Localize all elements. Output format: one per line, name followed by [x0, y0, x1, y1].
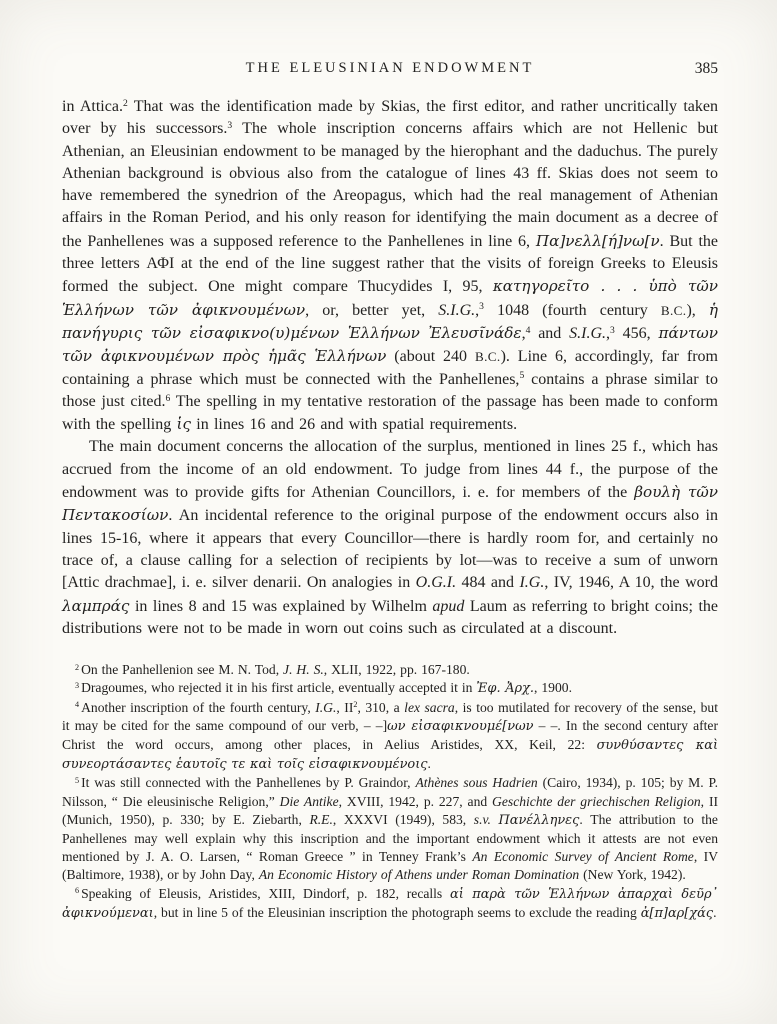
page-content	[62, 60, 718, 923]
text-run: On the Panhellenion see M. N. Tod,	[81, 662, 284, 678]
text-run: The whole inscription concerns affairs which are not Hellenic but Athenian, an Eleusinian endowment to be managed by the hierophant and the daduchus. The purely Athenian background is obvious also from the catalogue of lines 43 ff. Skias does not seem to have remembered the synedrion of the Areopagus, which had the real management of Athenian affairs in the Roman Period, and his only reason for identifying the main document as a decree of the Panhellenes was a supposed reference to the Panhellenes in line 6,	[62, 120, 719, 250]
italic-text: Athènes sous Hadrien	[415, 775, 538, 791]
text-run: Another inscription of the fourth century,	[81, 699, 316, 715]
text-run: . But the three letters ΑΦΙ at the end of the line suggest rather that the visits of foreign Greeks to Eleusis formed the subject. One might compare Thucydides I, 95,	[62, 232, 718, 296]
greek-text: πάντων τῶν ἀφικνουμένων πρὸς ἡμᾶς Ἑλλήνων	[62, 323, 718, 366]
text-run: , IV (Baltimore, 1938), or by John Day,	[62, 849, 719, 883]
text-run: , IV, 1946, A 10, the word	[544, 574, 718, 592]
text-run: , XXXVI (1949), 583,	[332, 811, 474, 827]
italic-text: apud	[432, 597, 465, 615]
text-run: . An incidental reference to the original purpose of the endowment occurs also in lines 15-16, where it appears that every Councillor—there is hardly room for, and certainly no trace of, a clause calling for a selection of recipients by lot—was to receive a sum of unworn [Attic drachmae], i. e. silver denarii. On analogies in	[62, 507, 718, 592]
text-run: ),	[686, 301, 709, 319]
text-run: 456,	[614, 324, 659, 342]
footnote	[62, 679, 718, 698]
text-run: , II	[336, 699, 354, 715]
italic-text: I.G.	[519, 574, 545, 592]
greek-text: Πα]νελλ[ή]νω[ν	[535, 231, 660, 250]
footnote-number: 5	[75, 775, 80, 785]
text-run: It was still connected with the Panhellenes by P. Graindor,	[81, 775, 416, 791]
text-run: 1048 (fourth century	[483, 301, 661, 319]
italic-text: Die Antike	[279, 793, 339, 809]
italic-text: O.G.I.	[415, 574, 457, 592]
text-run: in lines 8 and 15 was explained by Wilhelm	[129, 597, 433, 615]
greek-text: λαμπράς	[62, 596, 130, 615]
smallcaps-text: B.C.	[660, 302, 687, 318]
text-run: , but in line 5 of the Eleusinian inscription the photograph seems to exclude the reading	[153, 904, 641, 920]
page-header	[62, 60, 718, 80]
greek-text: ἱς	[176, 415, 191, 434]
footnote-marker: 3	[610, 324, 615, 336]
footnote-marker: 3	[227, 120, 233, 132]
text-run: Dragoumes, who rejected it in his first article, eventually accepted it in	[81, 680, 477, 696]
text-run: , or, better yet,	[305, 301, 439, 319]
footnote-marker: 6	[165, 392, 171, 404]
text-run: , 1900.	[534, 680, 572, 696]
text-run: Speaking of Eleusis, Aristides, XIII, Dindorf, p. 182, recalls	[81, 885, 450, 901]
footnote-marker: 2	[122, 97, 128, 109]
body-text	[62, 96, 718, 640]
text-run: . The attribution to the Panhellenes may well explain why this inscription and the important endowment which it attests are not even mentioned by J. A. O. Larsen, “ Roman Greece ” in Tenney Frank’s	[62, 811, 718, 865]
text-run: – –. In the second century after Christ the word occurs, among other places, in Aelius Aristides, XX, Keil, 22:	[62, 717, 718, 752]
footnote-marker: 4	[525, 324, 531, 336]
italic-text: J. H. S.	[283, 662, 324, 678]
text-run: , XVIII, 1942, p. 227, and	[338, 793, 493, 809]
text-run: in Attica.	[62, 98, 123, 115]
text-run: The main document concerns the allocation of the surplus, mentioned in lines 25 f., which has accrued from the income of an old endowment. To judge from lines 44 f., the purpose of the endowment was to provide gifts for Athenian Councillors, i. e. for members of the	[62, 438, 718, 502]
footnote	[62, 774, 718, 884]
greek-text: Πανέλληνες	[498, 812, 580, 828]
italic-text: I.G.	[315, 699, 337, 715]
footnote	[62, 699, 718, 775]
greek-text: αἱ παρὰ τῶν Ἑλλήνων ἀπαρχαὶ δεῦρ᾽ ἀφικνούμεναι	[62, 886, 718, 921]
text-run: That was the identification made by Skias, the first editor, and rather uncritically taken over by his successors.	[62, 98, 719, 138]
text-run: .	[713, 904, 717, 920]
italic-text: An Economic Survey of Ancient Rome	[472, 849, 694, 865]
text-run: (New York, 1942).	[579, 867, 686, 883]
footnote	[62, 885, 718, 923]
text-run: ). Line 6, accordingly, far from containing a phrase which must be connected with the Panhellenes,	[62, 348, 718, 388]
text-run: , XLII, 1922, pp. 167-180.	[323, 662, 470, 678]
text-run: , 310, a	[357, 699, 405, 715]
footnotes	[62, 661, 718, 923]
italic-text: R.E.	[309, 811, 333, 827]
text-run: The spelling in my tentative restoration of the passage has been made to conform with the spelling	[62, 392, 718, 434]
italic-text: An Economic History of Athens under Roman Domination	[258, 867, 580, 883]
greek-text: συνθύσαντες καὶ συνεορτάσαντες ἑαυτοῖς τε καὶ τοῖς εἰσαφικνουμένοις	[62, 737, 718, 773]
text-run: ,	[475, 301, 480, 319]
running-title: THE ELEUSINIAN ENDOWMENT	[245, 60, 535, 76]
text-run: 484 and	[456, 574, 520, 592]
italic-text: S.I.G.	[438, 301, 476, 319]
body-paragraph	[62, 96, 718, 436]
text-run: contains a phrase similar to those just cited.	[62, 370, 718, 410]
text-run: Laum as referring to bright coins; the distributions were not to be made in worn out coins such as circulated at a discount.	[62, 597, 718, 637]
greek-text: κατηγορεῖτο . . . ὑπὸ τῶν Ἑλλήνων τῶν ἀφικνουμένων	[62, 277, 718, 319]
footnote-marker: 5	[519, 370, 525, 382]
page-number: 385	[694, 60, 718, 77]
text-run: in lines 16 and 26 and with spatial requirements.	[190, 416, 518, 434]
italic-text: s.v.	[473, 811, 491, 827]
text-run: ,	[521, 324, 526, 342]
footnote-number: 6	[75, 886, 80, 896]
greek-text: βουλὴ τῶν Πεντακοσίων	[62, 483, 719, 525]
italic-text: S.I.G.	[569, 324, 607, 342]
text-run: (about 240	[386, 348, 475, 366]
italic-text: lex sacra	[404, 699, 455, 715]
footnote-number: 4	[75, 700, 80, 710]
text-run: and	[530, 324, 570, 342]
greek-text: ἀ[π]αρ[χάς	[640, 905, 714, 921]
body-paragraph	[62, 436, 718, 640]
text-run: ,	[606, 324, 611, 342]
footnote-number: 3	[75, 680, 80, 690]
footnote-number: 2	[75, 662, 80, 672]
text-run: (Cairo, 1934), p. 105; by M. P. Nilsson, “ Die eleusinische Religion,”	[62, 775, 718, 809]
smallcaps-text: B.C.	[474, 349, 501, 365]
text-run: , is too mutilated for recovery of the sense, but it may be cited for the same compound of our verb, – –]	[62, 699, 718, 733]
greek-text: ων εἰσαφικνουμέ[νων	[387, 718, 534, 734]
greek-text: Ἐφ. Ἀρχ.	[476, 681, 535, 697]
footnote	[62, 661, 718, 679]
footnote-marker: 3	[479, 301, 484, 313]
italic-text: Geschichte der griechischen Religion	[492, 793, 701, 809]
text-run: , II (Munich, 1950), p. 330; by E. Ziebarth,	[62, 793, 718, 827]
greek-text: ἡ πανήγυρις τῶν εἰσαφικνο(υ)μένων Ἑλλήνων Ἐλευσῖνάδε	[62, 300, 719, 342]
text-run: .	[427, 756, 431, 772]
footnote-marker: 2	[353, 700, 358, 710]
